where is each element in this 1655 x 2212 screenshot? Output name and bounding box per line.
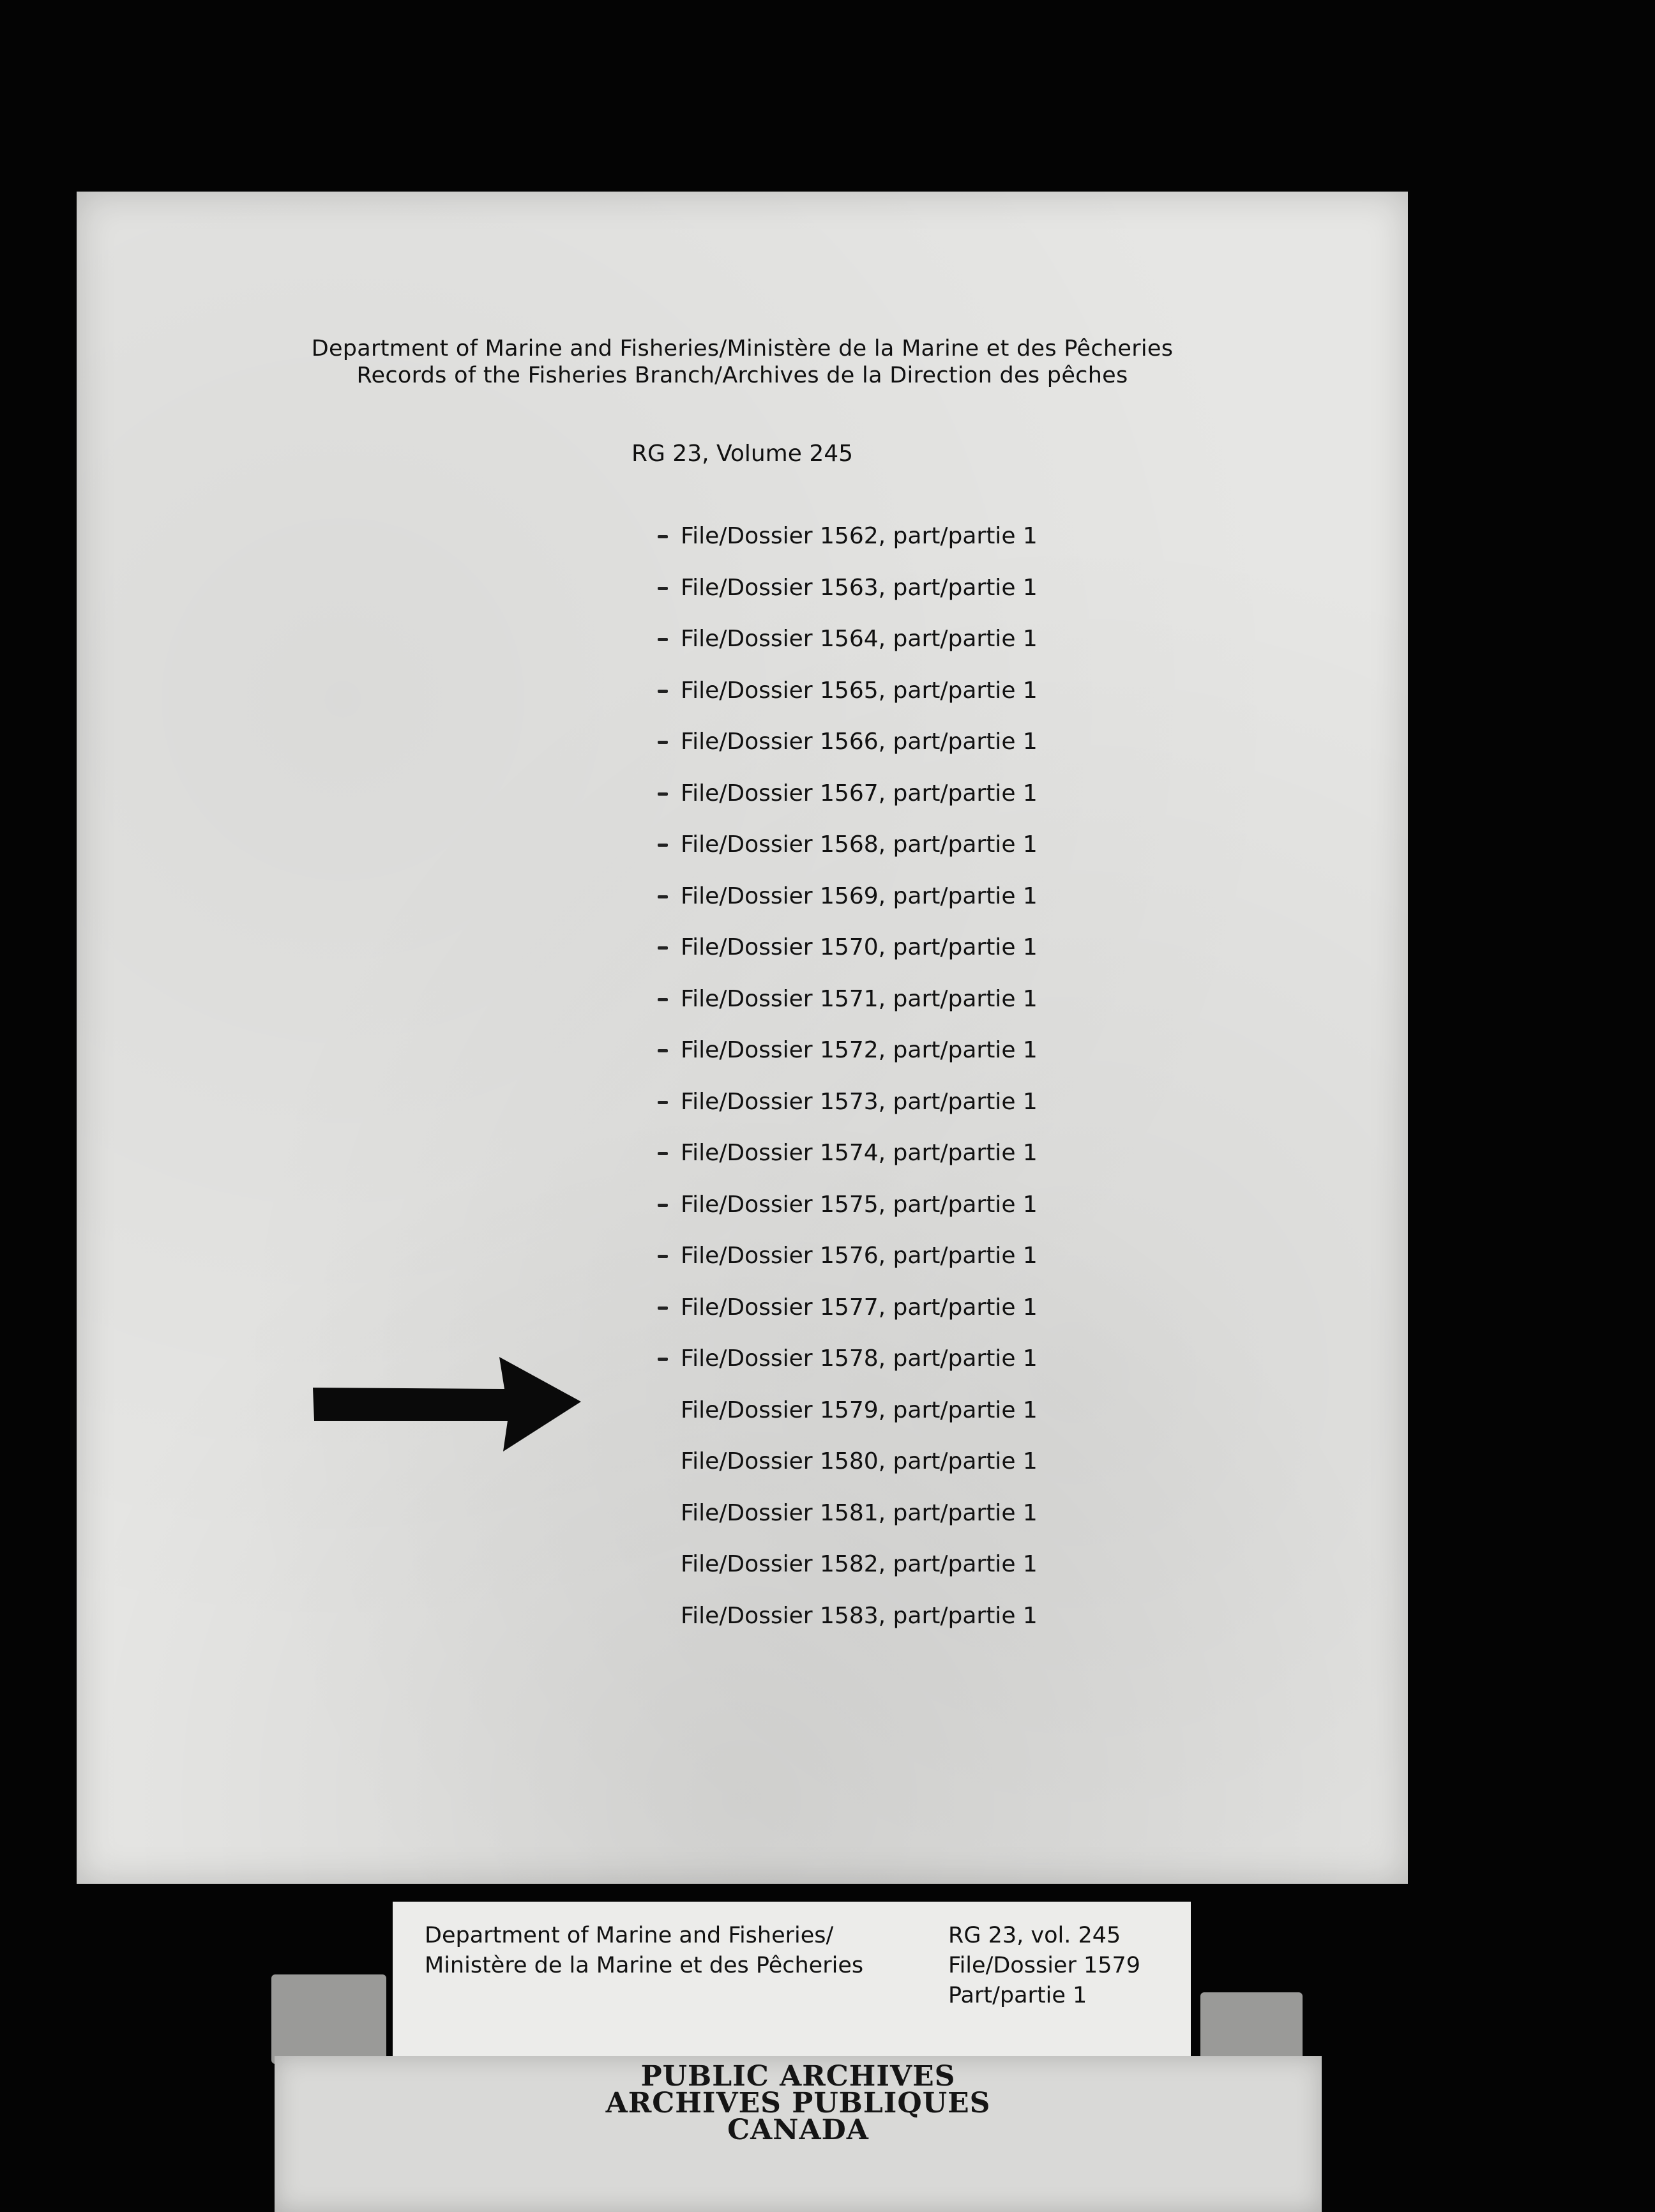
file-item-label: File/Dossier 1579, part/partie 1 <box>681 1397 1038 1423</box>
volume-title: RG 23, Volume 245 <box>631 441 854 467</box>
file-item <box>600 871 1038 923</box>
file-item <box>600 511 1038 563</box>
file-item-label: File/Dossier 1566, part/partie 1 <box>681 729 1038 755</box>
file-item-label: File/Dossier 1583, part/partie 1 <box>681 1602 1038 1629</box>
file-item <box>600 819 1038 871</box>
file-item-label: File/Dossier 1577, part/partie 1 <box>681 1294 1038 1321</box>
label-reference-part: Part/partie 1 <box>948 1983 1087 2008</box>
file-item <box>600 563 1038 614</box>
file-item <box>600 1488 1038 1540</box>
check-tick-icon <box>658 741 668 744</box>
file-item-label: File/Dossier 1572, part/partie 1 <box>681 1037 1038 1063</box>
file-item-label: File/Dossier 1581, part/partie 1 <box>681 1499 1038 1526</box>
file-item-highlighted <box>600 1385 1038 1437</box>
check-tick-icon <box>658 1152 668 1155</box>
check-tick-icon <box>658 535 668 538</box>
file-item-label: File/Dossier 1580, part/partie 1 <box>681 1448 1038 1474</box>
file-item <box>600 1077 1038 1128</box>
check-tick-icon <box>658 895 668 898</box>
stamp-line2: ARCHIVES PUBLIQUES <box>605 2087 991 2119</box>
file-item-label: File/Dossier 1565, part/partie 1 <box>681 677 1038 704</box>
archives-stamp <box>275 2056 1322 2212</box>
file-item <box>600 1282 1038 1334</box>
label-department-line1: Department of Marine and Fisheries/ <box>425 1923 834 1948</box>
document-header-line2: Records of the Fisheries Branch/Archives de la Direction des pêches <box>356 363 1128 388</box>
label-department <box>425 1921 863 1981</box>
file-item <box>600 1128 1038 1179</box>
check-tick-icon <box>658 844 668 847</box>
file-item-label: File/Dossier 1578, part/partie 1 <box>681 1345 1038 1372</box>
file-item-label: File/Dossier 1576, part/partie 1 <box>681 1243 1038 1269</box>
stamp-line1: PUBLIC ARCHIVES <box>640 2060 956 2093</box>
file-item <box>600 665 1038 717</box>
file-item <box>600 1179 1038 1231</box>
stamp-line3: CANADA <box>727 2114 869 2146</box>
file-item-label: File/Dossier 1574, part/partie 1 <box>681 1140 1038 1166</box>
document-header-line1: Department of Marine and Fisheries/Ministère de la Marine et des Pêcheries <box>311 336 1174 361</box>
file-item-label: File/Dossier 1568, part/partie 1 <box>681 831 1038 858</box>
check-tick-icon <box>658 1307 668 1310</box>
label-reference-file: File/Dossier 1579 <box>948 1953 1141 1978</box>
check-tick-icon <box>658 1255 668 1258</box>
file-item-label: File/Dossier 1582, part/partie 1 <box>681 1551 1038 1577</box>
file-item-label: File/Dossier 1563, part/partie 1 <box>681 574 1038 601</box>
check-tick-icon <box>658 946 668 950</box>
check-tick-icon <box>658 690 668 693</box>
file-item <box>600 1436 1038 1488</box>
file-item <box>600 614 1038 665</box>
file-item <box>600 1333 1038 1385</box>
check-tick-icon <box>658 587 668 590</box>
check-tick-icon <box>658 638 668 641</box>
check-tick-icon <box>658 1204 668 1207</box>
file-item-label: File/Dossier 1562, part/partie 1 <box>681 523 1038 549</box>
file-item <box>600 768 1038 820</box>
file-item <box>600 1591 1038 1642</box>
check-tick-icon <box>658 1101 668 1104</box>
check-tick-icon <box>658 792 668 796</box>
file-item <box>600 1025 1038 1077</box>
label-reference <box>948 1921 1140 2011</box>
file-item <box>600 1539 1038 1591</box>
label-reference-volume: RG 23, vol. 245 <box>948 1923 1121 1948</box>
file-item <box>600 974 1038 1026</box>
file-item-label: File/Dossier 1564, part/partie 1 <box>681 626 1038 652</box>
check-tick-icon <box>658 1358 668 1361</box>
check-tick-icon <box>658 1049 668 1052</box>
file-item <box>600 1231 1038 1282</box>
file-item <box>600 922 1038 974</box>
file-item-label: File/Dossier 1575, part/partie 1 <box>681 1191 1038 1218</box>
clip-left <box>271 1974 386 2064</box>
file-item-label: File/Dossier 1573, part/partie 1 <box>681 1088 1038 1115</box>
file-item-label: File/Dossier 1569, part/partie 1 <box>681 883 1038 909</box>
label-department-line2: Ministère de la Marine et des Pêcheries <box>425 1953 864 1978</box>
file-item-label: File/Dossier 1571, part/partie 1 <box>681 985 1038 1012</box>
check-tick-icon <box>658 998 668 1001</box>
file-item-label: File/Dossier 1567, part/partie 1 <box>681 780 1038 807</box>
pointer-arrow-icon <box>313 1357 581 1453</box>
file-item <box>600 716 1038 768</box>
file-item-label: File/Dossier 1570, part/partie 1 <box>681 934 1038 960</box>
document-sheet <box>77 192 1408 1884</box>
catalog-label-card <box>393 1902 1191 2061</box>
file-list <box>600 511 1038 1642</box>
